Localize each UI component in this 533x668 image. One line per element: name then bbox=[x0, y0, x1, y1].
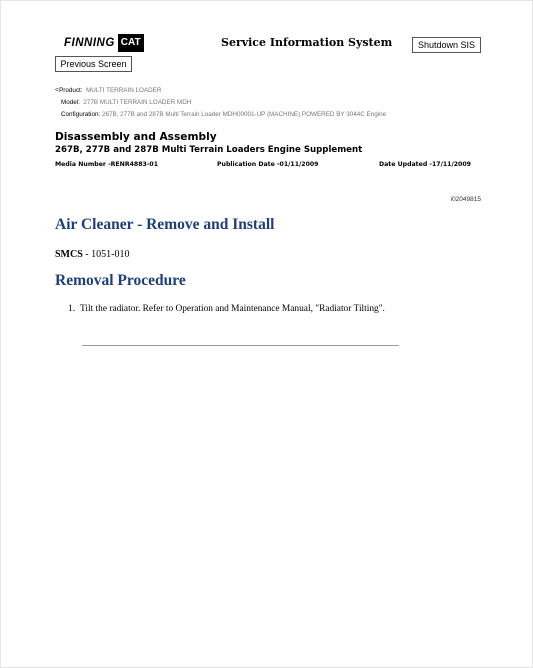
product-line bbox=[55, 87, 161, 94]
shutdown-sis-button[interactable]: Shutdown SIS bbox=[412, 37, 481, 53]
configuration-value: 267B, 277B and 287B Multi Terrain Loader MDH00001-UP (MACHINE) POWERED BY 3044C Engine bbox=[101, 111, 387, 118]
main-heading: Air Cleaner - Remove and Install bbox=[55, 216, 275, 233]
cat-badge: CAT bbox=[118, 34, 144, 52]
media-number: Media Number -RENR4883-01 bbox=[55, 161, 158, 168]
product-value: MULTI TERRAIN LOADER bbox=[86, 87, 162, 94]
publication-date: Publication Date -01/11/2009 bbox=[217, 161, 319, 168]
divider-line bbox=[82, 345, 399, 346]
step-text: Tilt the radiator. Refer to Operation and Maintenance Manual, "Radiator Tilting". bbox=[80, 304, 385, 314]
model-line bbox=[61, 99, 191, 106]
document-subtitle: 267B, 277B and 287B Multi Terrain Loaders Engine Supplement bbox=[55, 145, 363, 155]
product-label: Product: bbox=[59, 87, 83, 94]
configuration-line bbox=[61, 111, 386, 118]
document-title: Disassembly and Assembly bbox=[55, 131, 217, 143]
back-arrow-icon[interactable]: < bbox=[55, 87, 60, 94]
configuration-label: Configuration: bbox=[61, 111, 101, 118]
document-id: i02049815 bbox=[450, 196, 481, 203]
procedure-step bbox=[68, 304, 385, 314]
date-updated: Date Updated -17/11/2009 bbox=[379, 161, 471, 168]
section-heading: Removal Procedure bbox=[55, 272, 186, 289]
model-value: 277B MULTI TERRAIN LOADER MDH bbox=[83, 99, 192, 106]
finning-cat-logo bbox=[64, 33, 144, 53]
smcs-value: - 1051-010 bbox=[82, 249, 130, 260]
step-number: 1. bbox=[68, 304, 76, 314]
model-label: Model: bbox=[61, 99, 80, 106]
smcs-label: SMCS bbox=[55, 249, 83, 260]
previous-screen-button[interactable]: Previous Screen bbox=[55, 56, 132, 72]
smcs-code bbox=[55, 249, 129, 260]
logo-text: FINNING bbox=[64, 37, 115, 49]
system-title: Service Information System bbox=[221, 36, 393, 49]
